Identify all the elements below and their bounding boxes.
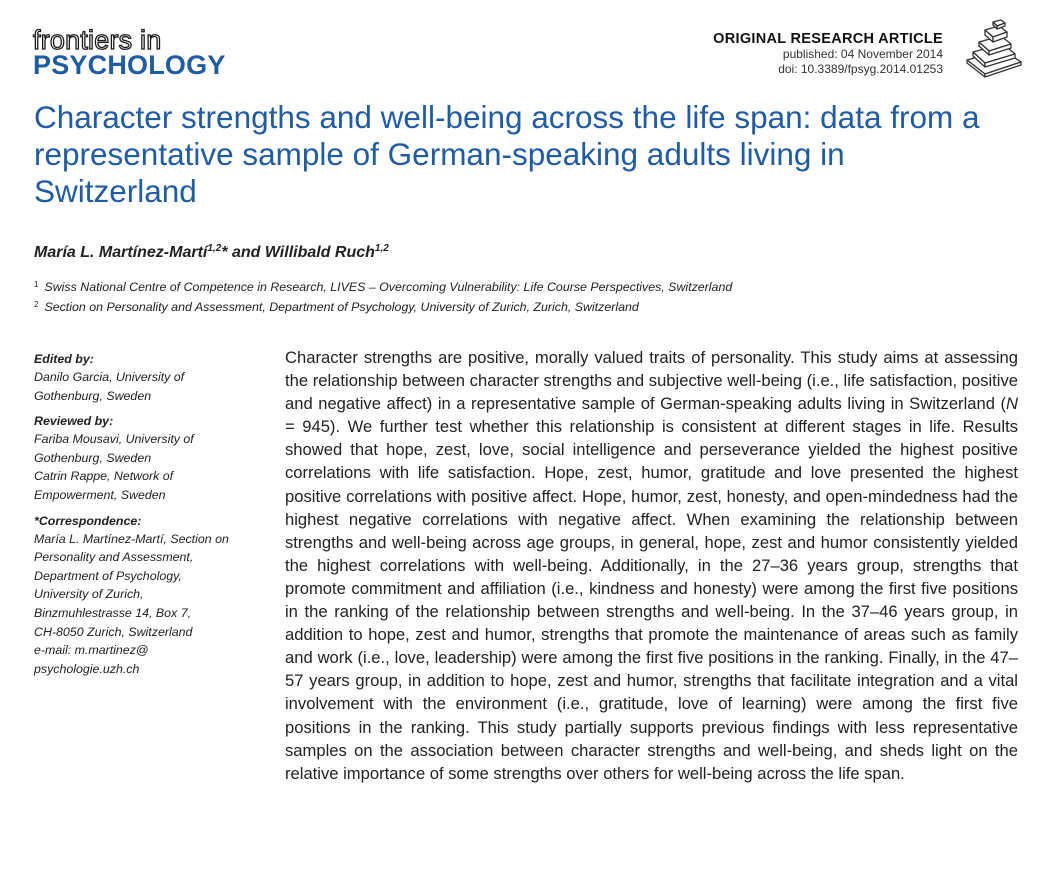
affiliation-text: Section on Personality and Assessment, Department of Psychology, University of Zurich, Zurich, Switzerland (44, 300, 639, 314)
article-type: ORIGINAL RESEARCH ARTICLE (713, 31, 943, 47)
article-meta (713, 31, 943, 77)
correspondence-line: Department of Psychology, (34, 568, 182, 583)
correspondence-line: María L. Martínez-Martí, Section on (34, 531, 229, 546)
editor-line: Gothenburg, Sweden (34, 388, 152, 403)
sample-size-symbol: N (1006, 394, 1018, 414)
affiliation (34, 276, 732, 296)
affiliation-list (34, 276, 732, 316)
author-name[interactable]: Willibald Ruch (264, 244, 375, 261)
edited-by-section (34, 350, 274, 405)
affiliation-number: 1 (34, 280, 39, 289)
editor-line: Danilo Garcia, University of (34, 370, 185, 384)
journal-name-line1: frontiers in (33, 25, 162, 55)
edited-by-label: Edited by: (34, 352, 94, 366)
affiliation-marker: 1,2 (374, 243, 389, 254)
stacked-blocks-icon (963, 18, 1025, 78)
abstract-text: Character strengths are positive, morally valued traits of personality. This study aims at assessing the relationship between character strengths and subjective well-being (i.e., life satisfaction, positive and negative affect) in a representative sample of German-speaking adults living in Switzerland ( (285, 348, 1018, 414)
article-title: Character strengths and well-being across the life span: data from a representative sample of German-speaking adults living in Switzerland (34, 99, 980, 209)
reviewer-line: Fariba Mousavi, University of (34, 432, 194, 447)
reviewer-line: Gothenburg, Sweden (34, 450, 152, 465)
author-list (34, 243, 389, 262)
journal-name-line2: PSYCHOLOGY (33, 50, 226, 80)
affiliation-marker: 1,2 (207, 243, 222, 254)
abstract-text: = 945). We further test whether this relationship is consistent at different stages in life. Results showed that hope, zest, love, social intelligence and perseverance yielded the highest positive correlations with life satisfaction. Hope, zest, humor, gratitude and love presented the highest positive correlations with positive affect. Hope, humor, zest, honesty, and open-mindedness had the highest negative correlations with negative affect. When examining the relationship between strengths and well-being across age groups, in general, hope, zest and humor consistently yielded the highest correlations with well-being. Additionally, in the 27–36 years group, strengths that promote commitment and affiliation (i.e., kindness and honesty) were among the first five positions in the ranking of the relationship between strengths and well-being. In the 37–46 years group, in addition to hope, zest and humor, strengths that promote the maintenance of areas such as family and work (i.e., love, leadership) were among the first five positions in the ranking. Finally, in the 47–57 years group, in addition to hope, zest and humor, strengths that facilitate integration and a vital involvement with the environment (i.e., gratitude, love of learning) were among the first five positions in the ranking. This study partially supports previous findings with less representative samples on the association between character strengths and well-being, and sheds light on the relative importance of some strengths over others for well-being across the life span. (285, 417, 1018, 783)
correspondence-line: Personality and Assessment, (34, 550, 194, 565)
journal-name (33, 25, 226, 80)
correspondence-line: University of Zurich, (34, 587, 144, 602)
correspondence-section (34, 512, 274, 679)
published-date: published: 04 November 2014 (782, 47, 943, 61)
affiliation-number: 2 (34, 300, 39, 309)
doi: doi: 10.3389/fpsyg.2014.01253 (778, 62, 943, 76)
correspondence-email-line[interactable]: e-mail: m.martinez@ (34, 643, 149, 658)
correspondence-line: Binzmuhlestrasse 14, Box 7, (34, 605, 192, 620)
correspondence-email-line[interactable]: psychologie.uzh.ch (34, 661, 140, 676)
reviewed-by-label: Reviewed by: (34, 414, 114, 429)
abstract (285, 346, 1018, 785)
correspondence-label: *Correspondence: (34, 513, 142, 528)
affiliation-text: Swiss National Centre of Competence in Research, LIVES – Overcoming Vulnerability: Life Course Perspectives, Switzerland (44, 280, 733, 294)
editorial-sidebar (34, 350, 274, 685)
corresponding-marker: * (221, 244, 228, 261)
affiliation (34, 296, 732, 316)
reviewer-line: Catrin Rappe, Network of (34, 469, 174, 484)
reviewed-by-section (34, 412, 274, 504)
reviewer-line: Empowerment, Sweden (34, 487, 166, 502)
author-joiner: and (227, 244, 265, 261)
author-name[interactable]: María L. Martínez-Martí (34, 244, 208, 261)
correspondence-line: CH-8050 Zurich, Switzerland (34, 624, 193, 639)
